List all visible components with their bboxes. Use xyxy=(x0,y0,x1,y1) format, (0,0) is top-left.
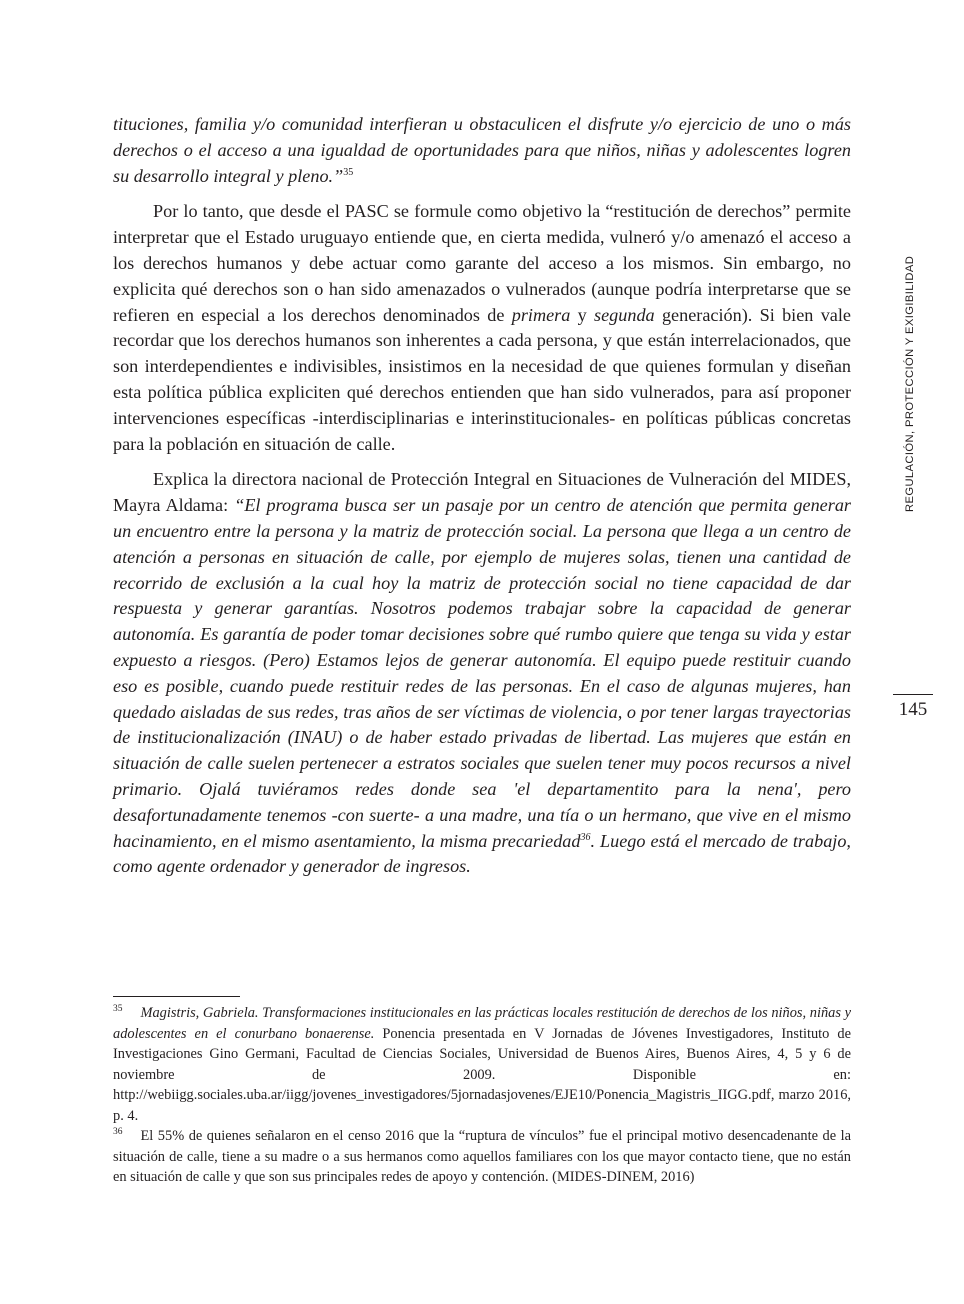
footnote-36 xyxy=(113,1126,851,1188)
footnote-number: 36 xyxy=(113,1127,123,1138)
page-number: 145 xyxy=(893,694,933,721)
text-run: Explica la directora nacional de Protección Integral en Situaciones de Vulneración del MIDES, Mayra Aldama: xyxy=(113,469,851,516)
footnote-35 xyxy=(113,1003,851,1126)
running-header-vertical: REGULACIÓN, PROTECCIÓN Y EXIGIBILIDAD xyxy=(904,255,916,512)
text-run: y xyxy=(570,304,595,325)
italic-quote-end: tituciones, familia y/o comunidad interfieran u obstaculicen el disfrute y/o ejercicio de uno o más derechos o el acceso a una igualdad de oportunidades para que niños, niñas y adolescentes logren su desarrollo integral y pleno.” xyxy=(113,114,851,186)
footnote-text: El 55% de quienes señalaron en el censo 2016 que la “ruptura de vínculos” fue el principal motivo desencadenante de la situación de calle, tiene a su madre o a sus hermanos como aquellos familiares con los que mayor contacto tiene, que no están en situación de calle y que son sus principales redes de apoyo y contención. (MIDES-DINEM, 2016) xyxy=(113,1128,851,1185)
paragraph-directora-quote xyxy=(113,467,851,880)
italic-run: primera xyxy=(511,304,571,325)
footnote-divider xyxy=(113,996,240,997)
italic-quote: “El programa busca ser un pasaje por un centro de atención que permita generar un encuentro entre la persona y la matriz de protección social. La persona que llega a un centro de atención a personas en situación de calle, por ejemplo de mujeres solas, tienen una cantidad de recorrido de exclusión a la cual hoy la matriz de protección social no tiene capacidad de dar respuesta y generar garantías. Nosotros podemos trabajar sobre la capacidad de generar autonomía. Es garantía de poder tomar decisiones sobre qué rumbo quiere que tenga su vida y estar expuesto a riesgos. (Pero) Estamos lejos de generar autonomía. El equipo puede restituir cuando eso es posible, cuando puede restituir redes de las personas. En el caso de algunas mujeres, han quedado aisladas de sus redes, tras años de ser víctimas de violencia, o por tener largas trayectorias de institucionalización (INAU) o de haber estado privadas de libertad. Las mujeres que están en situación de calle suelen pertenecer a estratos sociales que suelen tener muy pocos recursos a nivel primario. Ojalá tuviéramos redes donde sea 'el departamentito para la nena', pero desafortunadamente tenemos -con suerte- a una madre, una tía o un hermano, que vive en el mismo hacinamiento, en el mismo asentamiento, la misma precariedad xyxy=(113,495,851,851)
footnote-ref-35[interactable]: 35 xyxy=(343,166,354,178)
paragraph-continuation xyxy=(113,112,851,189)
text-run: generación). Si bien vale recordar que los derechos humanos son inherentes a cada persona, y que están interrelacionados, que son interdependientes e indivisibles, insistimos en la necesidad de que quienes formulan y diseñan esta política pública expliciten qué derechos entienden que han sido vulnerados, para así proponer intervenciones específicas -interdisciplinarias e interinstitucionales- en políticas públicas concretas para la población en situación de calle. xyxy=(113,304,851,454)
italic-run: segunda xyxy=(594,304,655,325)
footnote-ref-36[interactable]: 36 xyxy=(580,831,591,843)
text-run: Por lo tanto, que desde el PASC se formule como objetivo la “restitución de derechos” permite interpretar que el Estado uruguayo entiende que, en cierta medida, vulneró y/o amenazó el acceso a los derechos humanos y debe actuar como garante del acceso a los mismos. Sin embargo, no explicita qué derechos son o han sido amenazados o vulnerados (aunque podría interpretarse que se refieren en especial a los derechos denominados de xyxy=(113,201,851,325)
body-text xyxy=(113,112,851,890)
footnotes xyxy=(113,1003,851,1188)
italic-quote-tail: . Luego está el mercado de trabajo, como agente ordenador y generador de ingresos. xyxy=(113,830,851,877)
footnote-text: Ponencia presentada en V Jornadas de Jóvenes Investigadores, Instituto de Investigaciones Gino Germani, Facultad de Ciencias Sociales, Universidad de Buenos Aires, Buenos Aires, 4, 5 y 6 de noviembre de 2009. Disponible en: http://webiigg.sociales.uba.ar/iigg/jovenes_investigadores/5jornadasjovenes/EJE10/Ponencia_Magistris_IIGG.pdf, marzo 2016, p. 4. xyxy=(113,1025,851,1124)
footnote-number: 35 xyxy=(113,1004,123,1015)
footnote-italic: Magistris, Gabriela. Transformaciones institucionales en las prácticas locales restitución de derechos de los niños, niñas y adolescentes en el conurbano bonaerense. xyxy=(113,1005,851,1042)
paragraph-restitucion xyxy=(113,199,851,457)
